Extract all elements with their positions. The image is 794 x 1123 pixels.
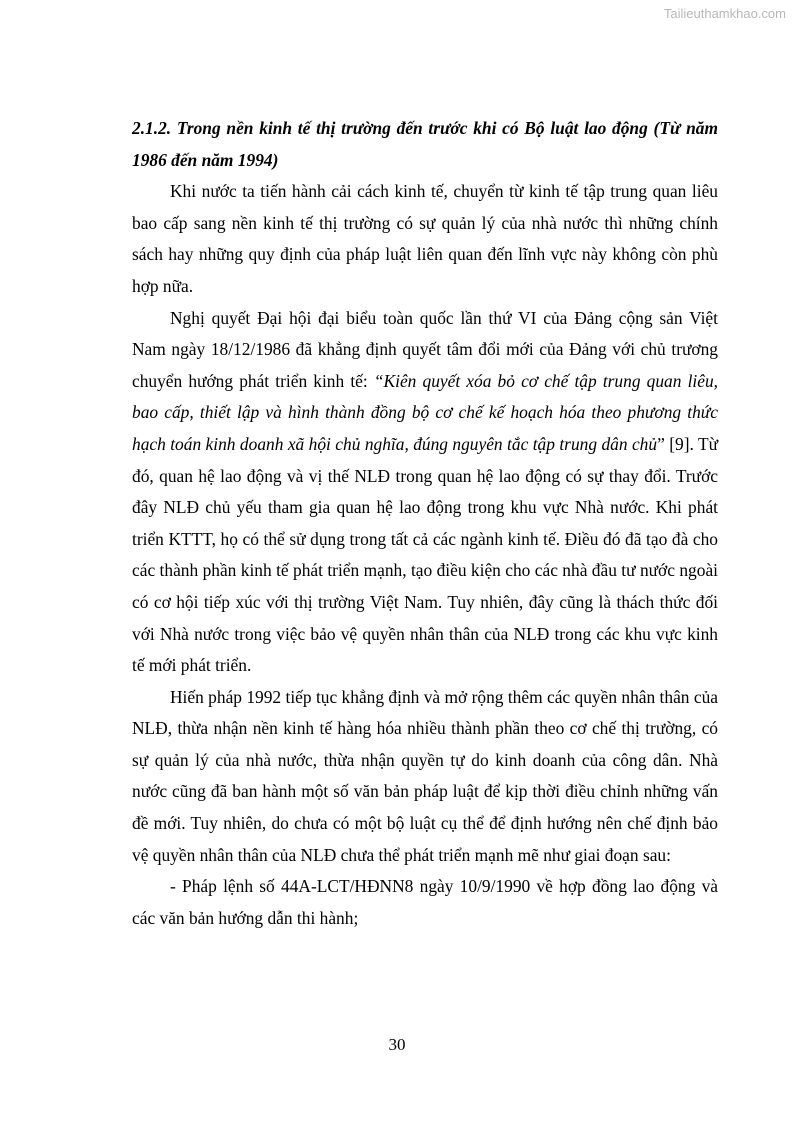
document-body (132, 113, 718, 934)
paragraph-2 (132, 303, 718, 682)
watermark: Tailieuthamkhao.com (663, 6, 786, 21)
paragraph-4: - Pháp lệnh số 44A-LCT/HĐNN8 ngày 10/9/1990 về hợp đồng lao động và các văn bản hướng dẫn thi hành; (132, 876, 718, 928)
paragraph-2-intro: Nghị quyết Đại hội đại biểu toàn quốc lần thứ VI của Đảng cộng sản Việt Nam ngày 18/12/1986 đã khẳng định quyết tâm đổi mới của Đảng với chủ trương chuyển hướng phát triển kinh tế: (132, 307, 718, 391)
section-heading: 2.1.2. Trong nền kinh tế thị trường đến trước khi có Bộ luật lao động (Từ năm 1986 đến năm 1994) (132, 118, 718, 170)
paragraph-1: Khi nước ta tiến hành cải cách kinh tế, chuyển từ kinh tế tập trung quan liêu bao cấp sang nền kinh tế thị trường có sự quản lý của nhà nước thì những chính sách hay những quy định của pháp luật liên quan đến lĩnh vực này không còn phù hợp nữa. (132, 181, 718, 296)
paragraph-2-quote: “Kiên quyết xóa bỏ cơ chế tập trung quan liêu, bao cấp, thiết lập và hình thành đồng bộ cơ chế kế hoạch hóa theo phương thức hạch toán kinh doanh xã hội chủ nghĩa, đúng nguyên tắc tập trung dân chủ (132, 370, 718, 454)
paragraph-2-rest: ” [9]. Từ đó, quan hệ lao động và vị thế NLĐ trong quan hệ lao động có sự thay đổi. Trước đây NLĐ chủ yếu tham gia quan hệ lao động trong khu vực Nhà nước. Khi phát triển KTTT, họ có thể sử dụng trong tất cả các ngành kinh tế. Điều đó đã tạo đà cho các thành phần kinh tế phát triển mạnh, tạo điều kiện cho các nhà đầu tư nước ngoài có cơ hội tiếp xúc với thị trường Việt Nam. Tuy nhiên, đây cũng là thách thức đối với Nhà nước trong việc bảo vệ quyền nhân thân của NLĐ trong các khu vực kinh tế mới phát triển. (132, 433, 718, 676)
paragraph-3: Hiến pháp 1992 tiếp tục khẳng định và mở rộng thêm các quyền nhân thân của NLĐ, thừa nhận nền kinh tế hàng hóa nhiều thành phần theo cơ chế thị trường, có sự quản lý của nhà nước, thừa nhận quyền tự do kinh doanh của công dân. Nhà nước cũng đã ban hành một số văn bản pháp luật để kịp thời điều chỉnh những vấn đề mới. Tuy nhiên, do chưa có một bộ luật cụ thể để định hướng nên chế định bảo vệ quyền nhân thân của NLĐ chưa thể phát triển mạnh mẽ như giai đoạn sau: (132, 686, 718, 865)
page-number: 30 (388, 1035, 406, 1054)
